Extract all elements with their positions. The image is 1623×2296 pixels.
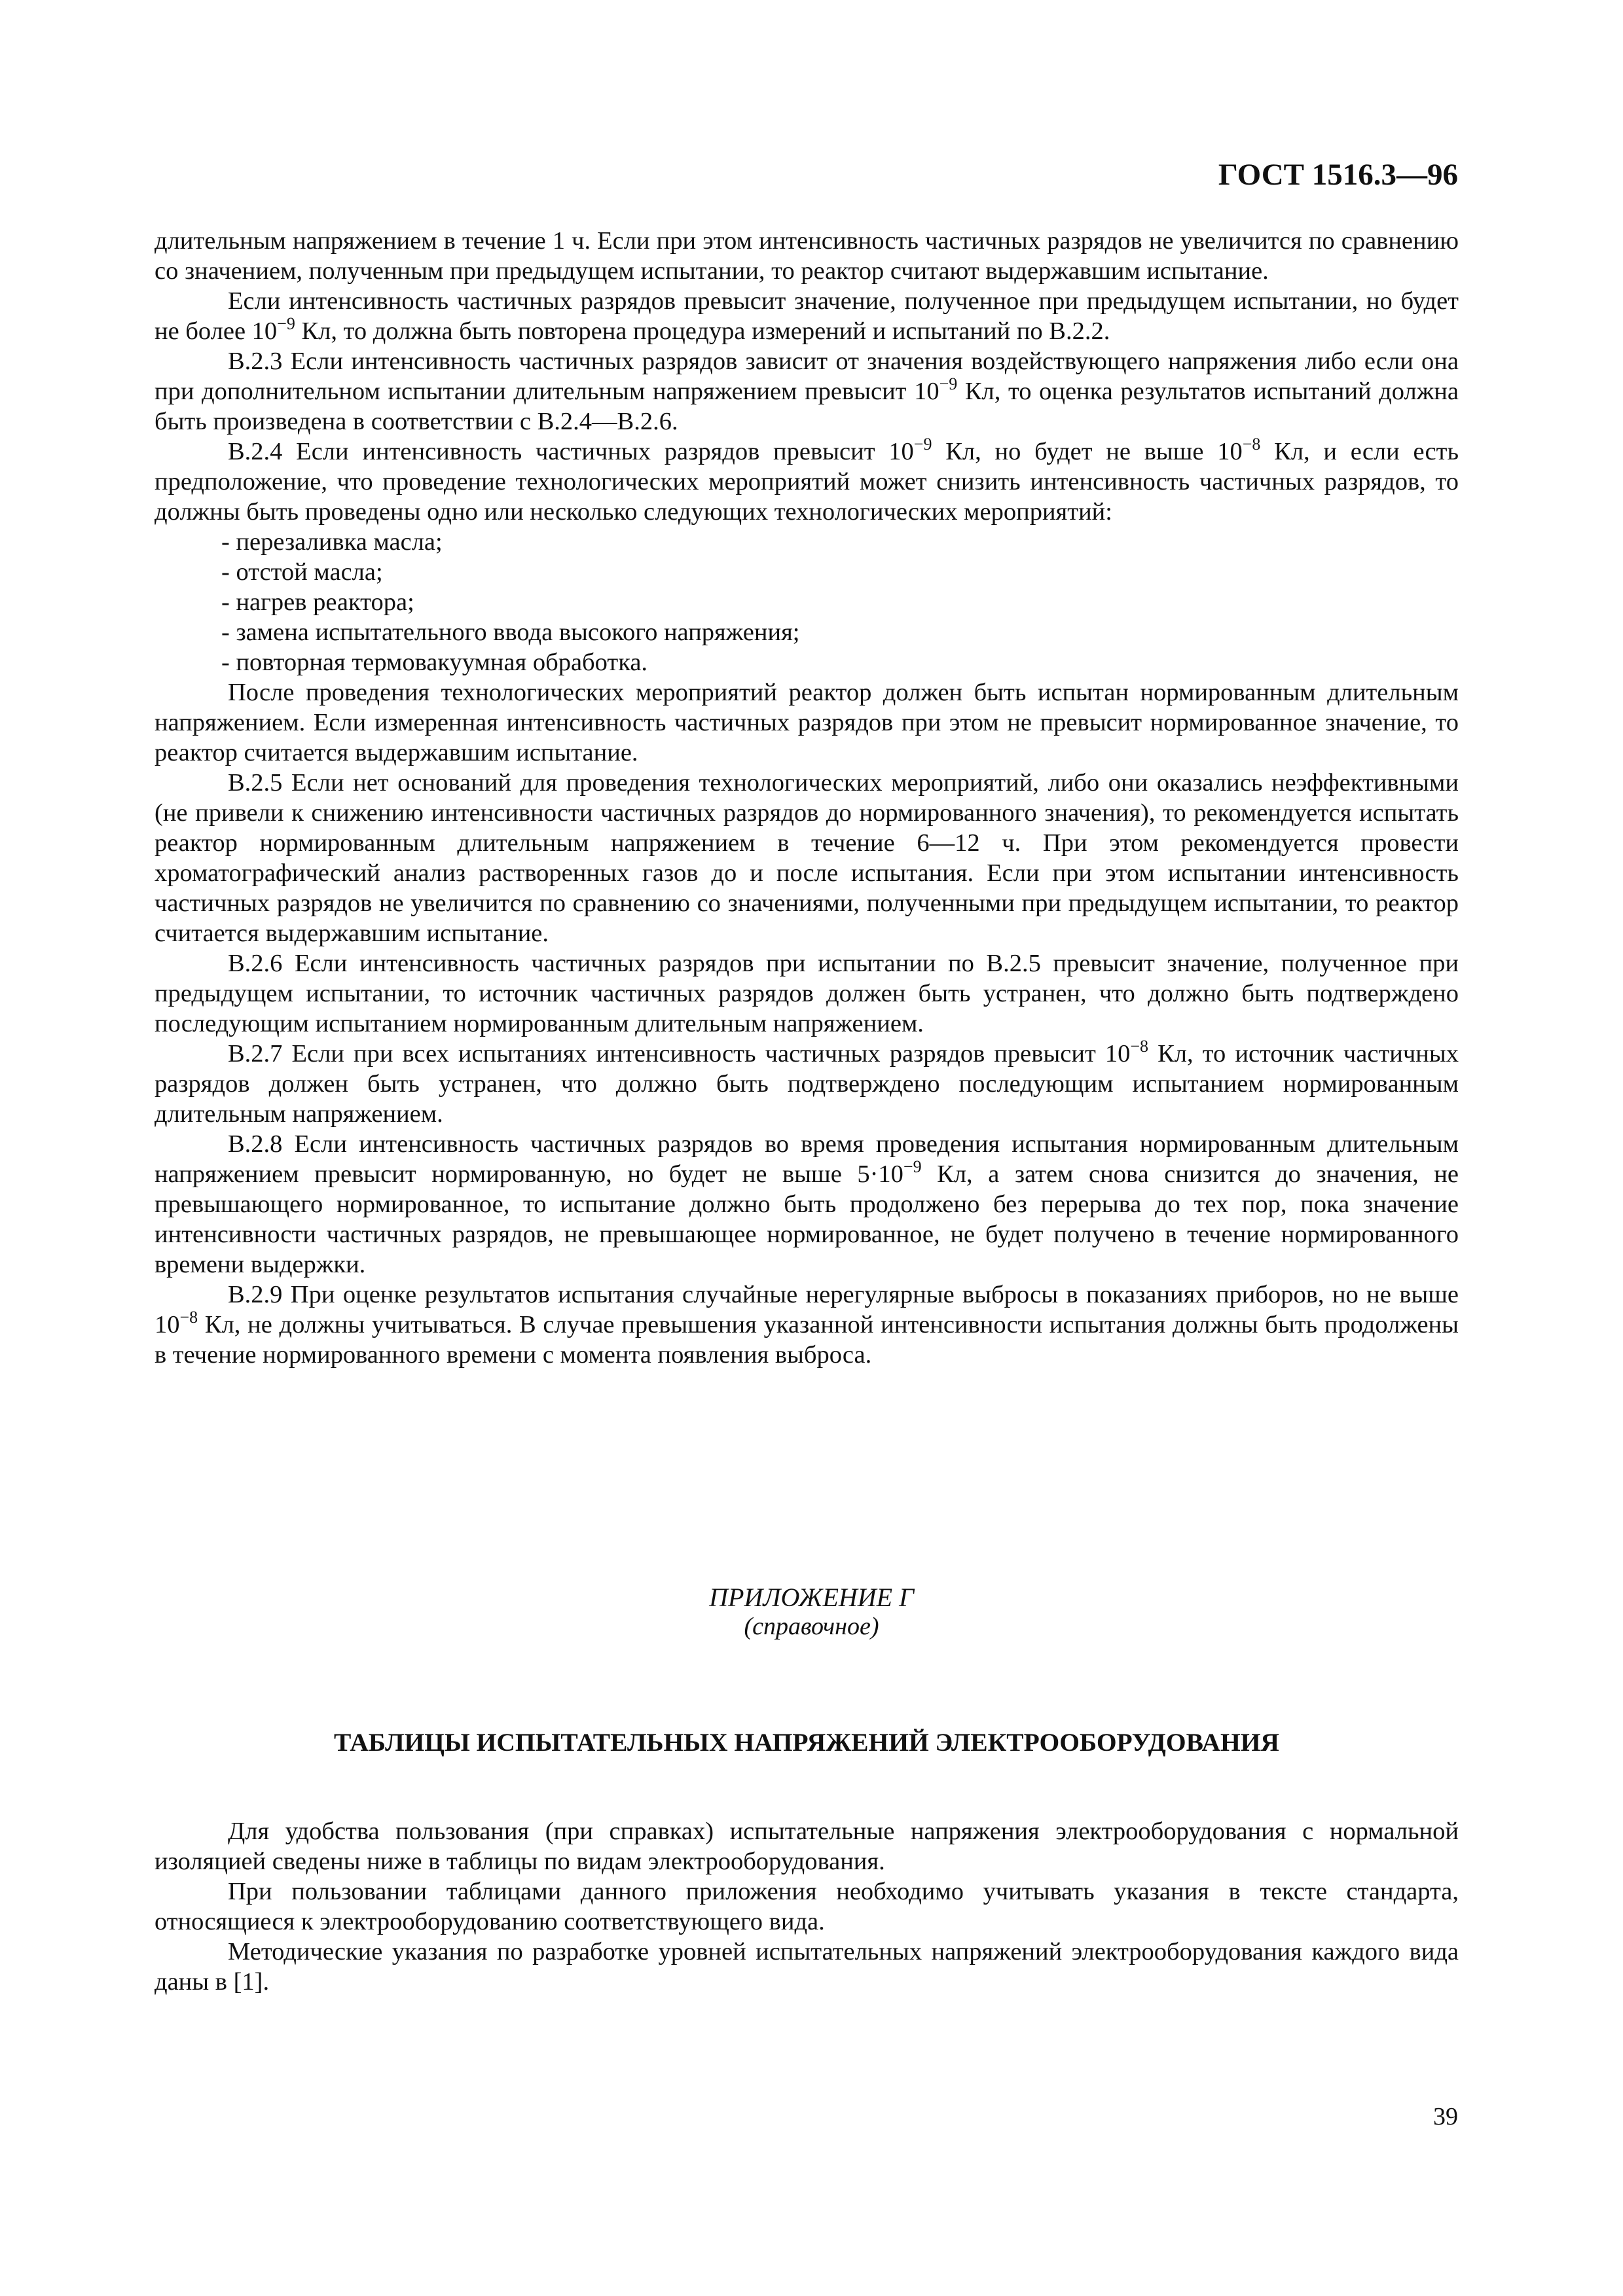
paragraph-b-2-8: В.2.8 Если интенсивность частичных разрядов во время проведения испытания нормированным длительным напряжением превысит нормированную, но будет не выше $5\cdot 10^{-9}$ Кл, а затем снова снизится до значения, не превышающего нормированное, то испытание должно быть продолжено без перерыва до тех пор, пока значение интенсивности частичных разрядов, не превышающее нормированное, не будет получено в течение нормированного времени выдержки. [155,1130,1459,1278]
page-number: 39 [1433,2103,1458,2130]
appendix-subtitle: (справочное) [744,1613,879,1640]
appendix-title: ПРИЛОЖЕНИЕ Г [709,1583,914,1612]
list-item: - нагрев реактора; [221,587,1459,617]
main-text [155,226,1459,1370]
paragraph-b-2-4: В.2.4 Если интенсивность частичных разрядов превысит $10^{-9}$ Кл, но будет не выше $10^{-8}$ Кл, и если есть предположение, что проведение технологических мероприятий может снизить интенсивность частичных разрядов, то должны быть проведены одно или несколько следующих технологических мероприятий: [155,435,1459,526]
list-item: - повторная термовакуумная обработка. [221,647,1459,677]
paragraph-b-2-7: В.2.7 Если при всех испытаниях интенсивность частичных разрядов превысит $10^{-8}$ Кл, то источник частичных разрядов должен быть устранен, что должно быть подтверждено последующим испытанием нормированным длительным напряжением. [155,1037,1459,1128]
appendix-text [155,1816,1459,1997]
list-item: - замена испытательного ввода высокого напряжения; [221,617,1459,647]
paragraph-b-2-9: В.2.9 При оценке результатов испытания случайные нерегулярные выбросы в показаниях приборов, но не выше $10^{-8}$ Кл, не должны учитываться. В случае превышения указанной интенсивности испытания должны быть продолжены в течение нормированного времени с момента появления выброса. [155,1281,1459,1369]
list-item: - перезаливка масла; [221,527,1459,557]
paragraph-b-2-5: В.2.5 Если нет оснований для проведения технологических мероприятий, либо они оказались неэффективными (не привели к снижению интенсивности частичных разрядов до нормированного значения), то рекомендуется испытать реактор нормированным длительным напряжением в течение 6—12 ч. При этом рекомендуется провести хроматографический анализ растворенных газов до и после испытания. Если при этом испытании интенсивность частичных разрядов не увеличится по сравнению со значениями, полученными при предыдущем испытании, то реактор считается выдержавшим испытание. [155,769,1459,947]
paragraph: При пользовании таблицами данного приложения необходимо учитывать указания в тексте стандарта, относящиеся к электрооборудованию соответствующего вида. [155,1878,1459,1935]
paragraph: Если интенсивность частичных разрядов превысит значение, полученное при предыдущем испытании, но будет не более $10^{-9}$ Кл, то должна быть повторена процедура измерений и испытаний по В.2.2. [155,287,1459,345]
section-heading: ТАБЛИЦЫ ИСПЫТАТЕЛЬНЫХ НАПРЯЖЕНИЙ ЭЛЕКТРООБОРУДОВАНИЯ [334,1728,1279,1757]
paragraph: длительным напряжением в течение 1 ч. Если при этом интенсивность частичных разрядов не увеличится по сравнению со значением, полученным при предыдущем испытании, то реактор считают выдержавшим испытание. [155,227,1459,285]
paragraph-b-2-3: В.2.3 Если интенсивность частичных разрядов зависит от значения воздействующего напряжения либо если она при дополнительном испытании длительным напряжением превысит $10^{-9}$ Кл, то оценка результатов испытаний должна быть произведена в соответствии с В.2.4—В.2.6. [155,348,1459,435]
paragraph: После проведения технологических мероприятий реактор должен быть испытан нормированным длительным напряжением. Если измеренная интенсивность частичных разрядов при этом не превысит нормированное значение, то реактор считается выдержавшим испытание. [155,679,1459,766]
measures-list [155,527,1459,677]
paragraph: Методические указания по разработке уровней испытательных напряжений электрооборудования каждого вида даны в [1]. [155,1938,1459,1996]
list-item: - отстой масла; [221,557,1459,587]
paragraph-b-2-6: В.2.6 Если интенсивность частичных разрядов при испытании по В.2.5 превысит значение, полученное при предыдущем испытании, то источник частичных разрядов должен быть устранен, что должно быть подтверждено последующим испытанием нормированным длительным напряжением. [155,950,1459,1037]
document-header: ГОСТ 1516.3—96 [1218,158,1458,192]
paragraph: Для удобства пользования (при справках) испытательные напряжения электрооборудования с нормальной изоляцией сведены ниже в таблицы по видам электрооборудования. [155,1818,1459,1875]
